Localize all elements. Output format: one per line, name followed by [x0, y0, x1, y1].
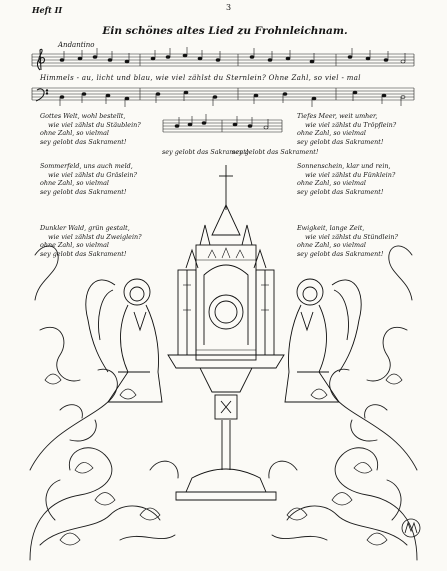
bass-notes: [60, 91, 405, 107]
page-number: 3: [226, 3, 232, 12]
kneeling-angel-left-icon: [86, 279, 162, 402]
tempo-marking: Andantino: [58, 41, 95, 49]
verse-6: Ewigkeit, lange Zeit, wie viel zählst du Stündlein? ohne Zahl, so vielmal sey gelobt das Sakrament!: [297, 224, 398, 259]
verse-3: Sommerfeld, uns auch meld, wie viel zählst du Gräslein? ohne Zahl, so vielmal sey gelobt das Sakrament!: [40, 162, 137, 197]
gothic-monstrance-icon: [168, 165, 284, 500]
vine-ornament-icon: [30, 246, 417, 560]
kneeling-angel-right-icon: [285, 279, 361, 402]
refrain-notes: [175, 114, 268, 129]
bass-staff: [32, 88, 414, 100]
song-title: Ein schönes altes Lied zu Frohnleichnam.: [102, 25, 348, 37]
issue-label: Heft II: [32, 5, 63, 15]
refrain-staff: [163, 120, 282, 132]
verse-5: Dunkler Wald, grün gestalt, wie viel zählst du Zweiglein? ohne Zahl, so vielmal sey gelobt das Sakrament!: [40, 224, 142, 259]
first-verse-lyric: Himmels - au, licht und blau, wie viel zählst du Sternlein? Ohne Zahl, so viel - mal: [40, 74, 361, 82]
verse-1: Gottes Welt, wohl bestellt, wie viel zählst du Stäublein? ohne Zahl, so vielmal sey gelobt das Sakrament!: [40, 112, 141, 147]
leaf-clusters: [45, 374, 402, 545]
verse-2: Tiefes Meer, weit umher, wie viel zählst du Tröpflein? ohne Zahl, so vielmal sey gelobt das Sakrament!: [297, 112, 397, 147]
treble-clef-icon: [37, 49, 44, 70]
refrain-left: sey gelobt das Sakrament!: [162, 148, 249, 156]
treble-notes: [60, 47, 405, 63]
refrain-right: sey gelobt das Sakrament!: [232, 148, 319, 156]
treble-staff: [32, 54, 414, 66]
verse-4: Sonnenschein, klar und rein, wie viel zählst du Fünklein? ohne Zahl, so vielmal sey gelobt das Sakrament!: [297, 162, 396, 197]
